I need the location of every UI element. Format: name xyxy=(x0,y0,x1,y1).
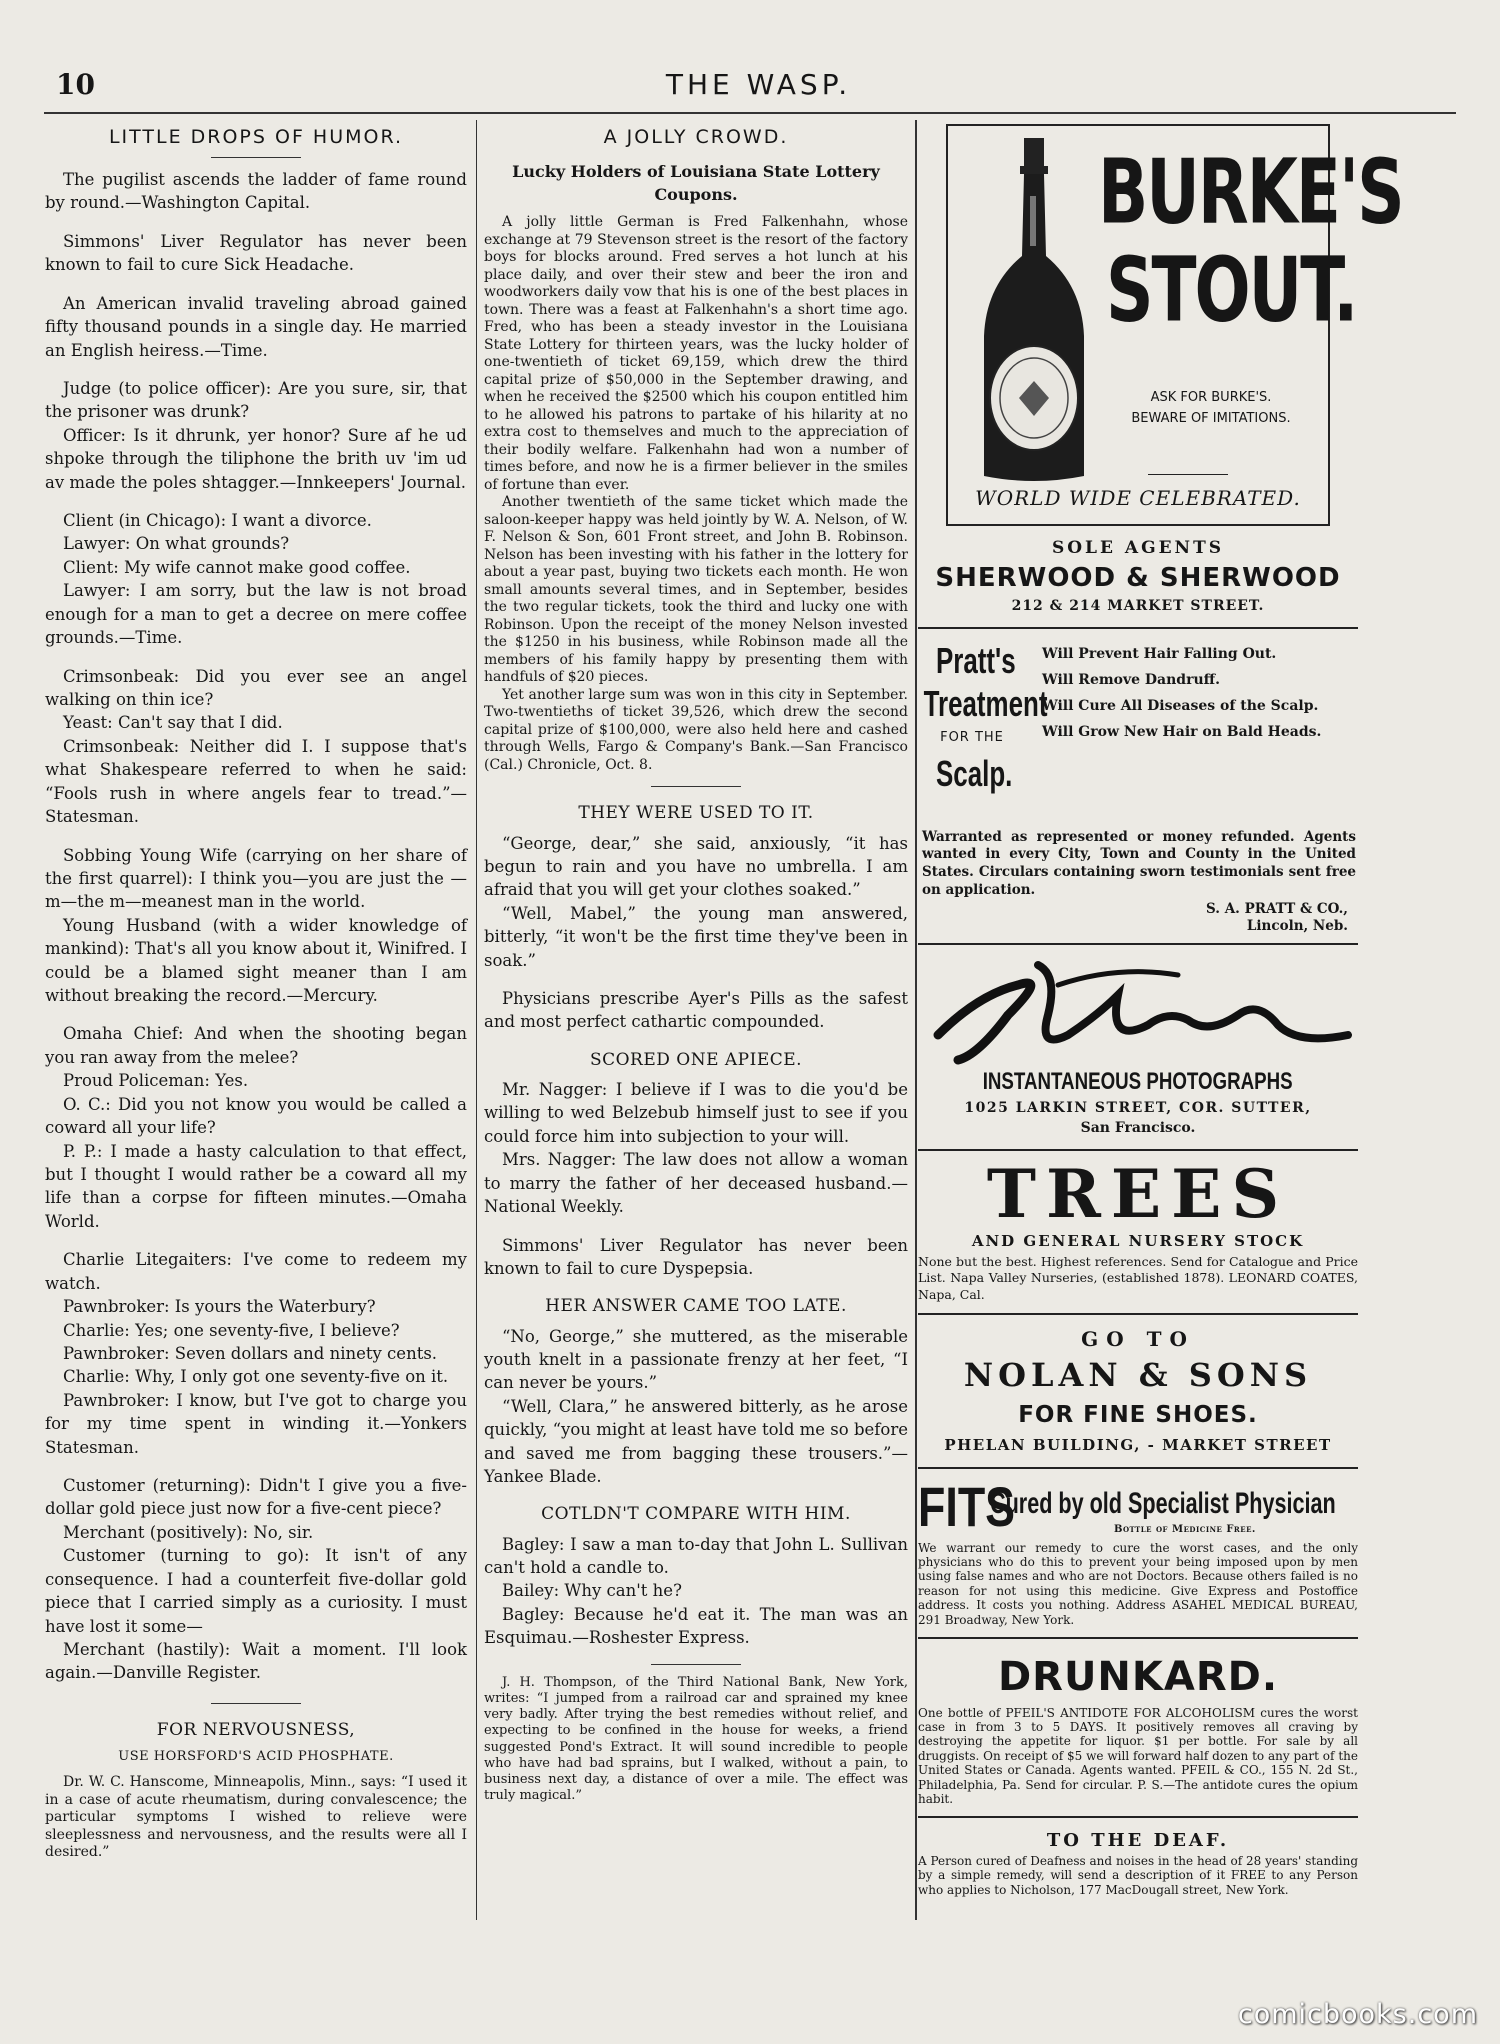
paragraph: The pugilist ascends the ladder of fame round by round.—Washington Capital. xyxy=(45,169,467,213)
paragraph: Judge (to police officer): Are you sure, sir, that the prisoner was drunk? xyxy=(45,378,467,422)
column-jolly-crowd xyxy=(484,124,908,1805)
trees-heading: TREES xyxy=(986,1154,1290,1233)
paragraph: Client: My wife cannot make good coffee. xyxy=(63,557,411,577)
heading: COTLDN'T COMPARE WITH HIM. xyxy=(541,1504,851,1525)
fits-bottle: Bottle of Medicine Free. xyxy=(1114,1523,1256,1535)
ad-divider xyxy=(918,1467,1358,1469)
stout-heading: STOUT. xyxy=(1106,237,1357,342)
pratt-brand xyxy=(922,639,1048,795)
ask-line: ASK FOR BURKE'S. xyxy=(1150,390,1272,405)
stout-bottle-icon xyxy=(974,136,1094,486)
paragraph: Customer (returning): Didn't I give you a five-dollar gold piece just now for a five-cent piece? xyxy=(45,1476,467,1519)
sole-agents: SOLE AGENTS xyxy=(1051,538,1225,558)
nursery-text: None but the best. Highest references. Send for Catalogue and Price List. Napa Valley Nurseries, (established 1878). LEONARD COATES, Napa, Cal. xyxy=(918,1254,1358,1302)
paragraph: “George, dear,” she said, anxiously, “it has begun to rain and you have no umbrella. I am afraid that you will get your clothes soaked.” xyxy=(484,833,908,900)
paragraph: O. C.: Did you not know you would be called a coward all your life? xyxy=(45,1094,467,1138)
treatment-title: Treatment xyxy=(923,683,1048,725)
nervousness-title: FOR NERVOUSNESS, xyxy=(156,1719,356,1740)
paragraph: Omaha Chief: And when the shooting began you ran away from the melee? xyxy=(45,1024,467,1067)
paragraph: “Well, Mabel,” the young man answered, bitterly, “it won't be the first time they've been in soak.” xyxy=(484,903,908,970)
paragraph: Proud Policeman: Yes. xyxy=(63,1071,249,1091)
paragraph: Young Husband (with a wider knowledge of mankind): That's all you know about it, Winifred. I could be a blamed sight meaner than I am without breaking the record.—Mercury. xyxy=(45,915,467,1006)
section-rule xyxy=(651,1664,741,1665)
section-rule xyxy=(211,1703,301,1704)
paragraph: Simmons' Liver Regulator has never been known to fail to cure Sick Headache. xyxy=(45,231,467,275)
column-divider-2 xyxy=(915,120,917,1920)
paragraph: Customer (turning to go): It isn't of any consequence. I had a counterfeit five-dollar gold piece that I carried simply as a curiosity. I must have lost it some— xyxy=(45,1546,467,1636)
claim: Will Prevent Hair Falling Out. xyxy=(1042,645,1277,662)
drunkard-heading: DRUNKARD. xyxy=(997,1653,1279,1700)
paragraph: Merchant (hastily): Wait a moment. I'll look again.—Danville Register. xyxy=(45,1640,467,1683)
paragraph: Pawnbroker: Is yours the Waterbury? xyxy=(63,1297,376,1317)
signature-icon xyxy=(918,955,1358,1065)
ad-divider xyxy=(918,1149,1358,1151)
header-rule xyxy=(44,112,1456,114)
paragraph: Lawyer: I am sorry, but the law is not broad enough for a man to get a decree on mere coffee grounds.—Time. xyxy=(45,581,467,648)
paragraph: P. P.: I made a hasty calculation to that effect, but I thought I would rather be a coward all my life than a corpse for fifteen minutes.—Omaha World. xyxy=(45,1141,467,1231)
fits-text: We warrant our remedy to cure the worst cases, and the only physicians who do this to prevent your being imposed upon by men using false names and who are not Doctors. Because others failed is no reason for not using this medicine. Give Express and Postoffice address. It costs you nothing. Address ASAHEL MEDICAL BUREAU, 291 Broadway, New York. xyxy=(918,1540,1358,1627)
column-humor xyxy=(45,124,467,1862)
ad-divider xyxy=(918,943,1358,945)
paragraph: Lawyer: On what grounds? xyxy=(63,534,290,554)
heading: SCORED ONE APIECE. xyxy=(589,1049,803,1070)
drunkard-text: One bottle of PFEIL'S ANTIDOTE FOR ALCOHOLISM cures the worst case in from 3 to 5 DAYS. It positively removes all craving by destroying the appetite for liquor. $1 per bottle. For sale by all druggists. On receipt of $5 we will forward half dozen to any part of the United States or Canada. Agents wanted. PFEIL & CO., 155 N. 2d St., Philadelphia, Pa. Send for circular. P. S.—The antidote cures the opium habit. xyxy=(918,1705,1358,1807)
section-title: A JOLLY CROWD. xyxy=(603,126,789,148)
claim: Will Grow New Hair on Bald Heads. xyxy=(1042,724,1322,741)
fits-ad-head xyxy=(918,1474,1358,1541)
paragraph: Crimsonbeak: Did you ever see an angel walking on thin ice? xyxy=(45,666,467,709)
column-advertisements xyxy=(918,124,1403,1897)
photo-ad-title xyxy=(918,1065,1358,1099)
ad-divider xyxy=(918,627,1358,629)
masthead-title: THE WASP. xyxy=(665,68,852,101)
thors-signature-logo xyxy=(918,955,1358,1065)
column-divider-1 xyxy=(476,120,477,1920)
paragraph: Officer: Is it dhrunk, yer honor? Sure af he ud shpoke through the tiliphone the brith uv 'im ud av made the poles shtagger.—Innkeepers' Journal. xyxy=(45,425,467,492)
ad-divider xyxy=(918,1637,1358,1639)
paragraph: Mrs. Nagger: The law does not allow a woman to marry the father of her deceased husband.—National Weekly. xyxy=(484,1150,908,1217)
claim: Will Remove Dandruff. xyxy=(1042,672,1221,689)
burkes-heading: BURKE'S xyxy=(1098,139,1403,244)
paragraph: Charlie Litegaiters: I've come to redeem my watch. xyxy=(45,1250,467,1293)
go-to: GO TO xyxy=(1081,1326,1195,1351)
paragraph: Mr. Nagger: I believe if I was to die you'd be willing to wed Belzebub himself just to see if you could force him into subjection to your will. xyxy=(484,1080,908,1146)
paragraph: Simmons' Liver Regulator has never been known to fail to cure Dyspepsia. xyxy=(484,1235,908,1278)
ad-divider xyxy=(918,1313,1358,1315)
pratt-city: Lincoln, Neb. xyxy=(1246,918,1348,935)
paragraph: Bagley: I saw a man to-day that John L. Sullivan can't hold a candle to. xyxy=(484,1534,908,1578)
scalp-title: Scalp. xyxy=(936,752,1013,794)
claim: Will Cure All Diseases of the Scalp. xyxy=(1042,698,1319,715)
deaf-text: A Person cured of Deafness and noises in the head of 28 years' standing by a simple remedy, will send a description of it FREE to any Person who applies to Nicholson, 177 MacDougall street, New York. xyxy=(918,1853,1358,1897)
pratt-treatment-ad xyxy=(918,639,1358,939)
paragraph: Physicians prescribe Ayer's Pills as the safest and most perfect cathartic compounded. xyxy=(484,989,908,1032)
paragraph: Merchant (positively): No, sir. xyxy=(63,1522,314,1542)
photo-address: 1025 LARKIN STREET, COR. SUTTER, xyxy=(964,1099,1312,1116)
burkes-slogan xyxy=(1106,388,1316,430)
fits-heading: FITS xyxy=(918,1474,1016,1538)
pratt-title: Pratt's xyxy=(936,639,1016,681)
burkes-stout-ad xyxy=(946,124,1403,526)
paragraph: Crimsonbeak: Neither did I. I suppose that's what Shakespeare referred to when he said: “Fools rush in where angels fear to tread.”—Statesman. xyxy=(45,736,467,827)
deaf-heading: TO THE DEAF. xyxy=(1046,1830,1230,1852)
paragraph: A jolly little German is Fred Falkenhahn, whose exchange at 79 Stevenson street is the resort of the factory boys for blocks around. Fred serves a hot lunch at his place daily, and over their stew and beer the iron and woodworkers daily vow that his is one of the best places in town. There was a feast at Falkenhahn's a short time ago. Fred, who has been a steady investor in the Louisiana State Lottery for thirteen years, was the lucky holder of one-twentieth of ticket 69,159, which drew the third capital prize of $50,000 in the September drawing, and when he received the $2500 which his coupon entitled him to he allowed his patrons to partake of his hilarity at no extra cost to themselves and much to the appreciation of their bodily welfare. Falkenhahn had won a number of times before, and now he is a firmer believer in the smiles of fortune than ever. xyxy=(484,214,908,493)
paragraph: Yet another large sum was won in this city in September. Two-twentieths of ticket 39,526, which drew the second capital prize of $100,000, were also held here and cashed through Wells, Fargo & Company's Bank.—San Francisco (Cal.) Chronicle, Oct. 8. xyxy=(484,686,908,773)
phelan-address: PHELAN BUILDING, - MARKET STREET xyxy=(944,1436,1332,1455)
ad-divider xyxy=(918,1816,1358,1818)
paragraph: Charlie: Yes; one seventy-five, I believe? xyxy=(63,1320,400,1340)
paragraph: Bagley: Because he'd eat it. The man was an Esquimau.—Roshester Express. xyxy=(484,1604,908,1648)
section-title: LITTLE DROPS OF HUMOR. xyxy=(108,126,404,148)
divider xyxy=(1148,474,1228,475)
shoes-line: FOR FINE SHOES. xyxy=(1018,1401,1258,1428)
pratt-claims xyxy=(1042,645,1358,750)
paragraph: Another twentieth of the same ticket which made the saloon-keeper happy was held jointly by W. A. Nelson, of W. F. Nelson & Son, 601 Front street, and John B. Robinson. Nelson has been investing with his father in the lottery for about a year past, buying two tickets each month. He won small amounts several times, and in September, besides the two regular tickets, took the third and lucky one with Robinson. Upon the receipt of the money Nelson invested the $1250 in his business, while Robinson made all the members of his family happy by presenting them with handfuls of $20 pieces. xyxy=(484,494,908,686)
pratt-signature xyxy=(1206,901,1348,936)
pratt-warranty: Warranted as represented or money refunded. Agents wanted in every City, Town and County in the United States. Circulars containing sworn testimonials sent free on application. xyxy=(922,828,1356,898)
paragraph: J. H. Thompson, of the Third National Bank, New York, writes: “I jumped from a railroad car and sprained my knee very badly. After trying the best remedies without relief, and expecting to be confined in the house for weeks, a friend suggested Pond's Extract. It will sound incredible to people who have had bad sprains, but I walked, without a pain, to business next day, a distance of over a mile. The effect was truly magical.” xyxy=(484,1674,908,1804)
paragraph: Sobbing Young Wife (carrying on her share of the first quarrel): I think you—you are just the —m—the m—meanest man in the world. xyxy=(45,845,467,912)
sherwood-address: 212 & 214 MARKET STREET. xyxy=(1011,598,1265,615)
nervousness-subtitle: USE HORSFORD'S ACID PHOSPHATE. xyxy=(118,1748,394,1764)
paragraph: Yeast: Can't say that I did. xyxy=(63,713,283,733)
heading: HER ANSWER CAME TOO LATE. xyxy=(545,1296,847,1317)
section-rule xyxy=(651,786,741,787)
nursery-heading: AND GENERAL NURSERY STOCK xyxy=(971,1231,1305,1250)
section-subtitle: Lucky Holders of Louisiana State Lottery Coupons. xyxy=(512,161,880,204)
paragraph: An American invalid traveling abroad gained fifty thousand pounds in a single day. He married an English heiress.—Time. xyxy=(45,293,467,360)
page-number: 10 xyxy=(56,68,95,101)
paragraph: “No, George,” she muttered, as the miserable youth knelt in a passionate frenzy at her feet, “I can never be yours.” xyxy=(484,1326,908,1393)
nolan-heading: NOLAN & SONS xyxy=(963,1356,1313,1395)
paragraph: Bailey: Why can't he? xyxy=(502,1581,682,1601)
paragraph: Dr. W. C. Hanscome, Minneapolis, Minn., says: “I used it in a case of acute rheumatism, during convalescence; the particular symptoms I wished to relieve were sleeplessness and nervousness, and the results were all I desired.” xyxy=(45,1774,467,1861)
paragraph: Client (in Chicago): I want a divorce. xyxy=(63,511,372,531)
page-header xyxy=(56,68,1461,108)
heading: THEY WERE USED TO IT. xyxy=(578,803,814,824)
photo-city: San Francisco. xyxy=(1080,1119,1196,1136)
beware-line: BEWARE OF IMITATIONS. xyxy=(1131,410,1291,426)
paragraph: Pawnbroker: I know, but I've got to charge you for my time spent in winding it.—Yonkers Statesman. xyxy=(45,1390,467,1457)
watermark: comicbooks.com xyxy=(1237,1999,1478,2030)
paragraph: “Well, Clara,” he answered bitterly, as he arose quickly, “you might at least have told me so before and saved me from bagging these trousers.”—Yankee Blade. xyxy=(484,1396,908,1487)
photo-title: INSTANTANEOUS PHOTOGRAPHS xyxy=(983,1067,1293,1095)
world-wide-tagline: WORLD WIDE CELEBRATED. xyxy=(975,486,1301,510)
for-the: FOR THE xyxy=(940,730,1004,746)
sherwood-name: SHERWOOD & SHERWOOD xyxy=(935,563,1341,594)
paragraph: Pawnbroker: Seven dollars and ninety cents. xyxy=(63,1343,438,1363)
paragraph: Charlie: Why, I only got one seventy-five on it. xyxy=(63,1367,449,1387)
fits-subheading: Cured by old Specialist Physician xyxy=(990,1486,1336,1520)
pratt-company: S. A. PRATT & CO., xyxy=(1206,900,1348,917)
title-rule xyxy=(211,157,301,158)
